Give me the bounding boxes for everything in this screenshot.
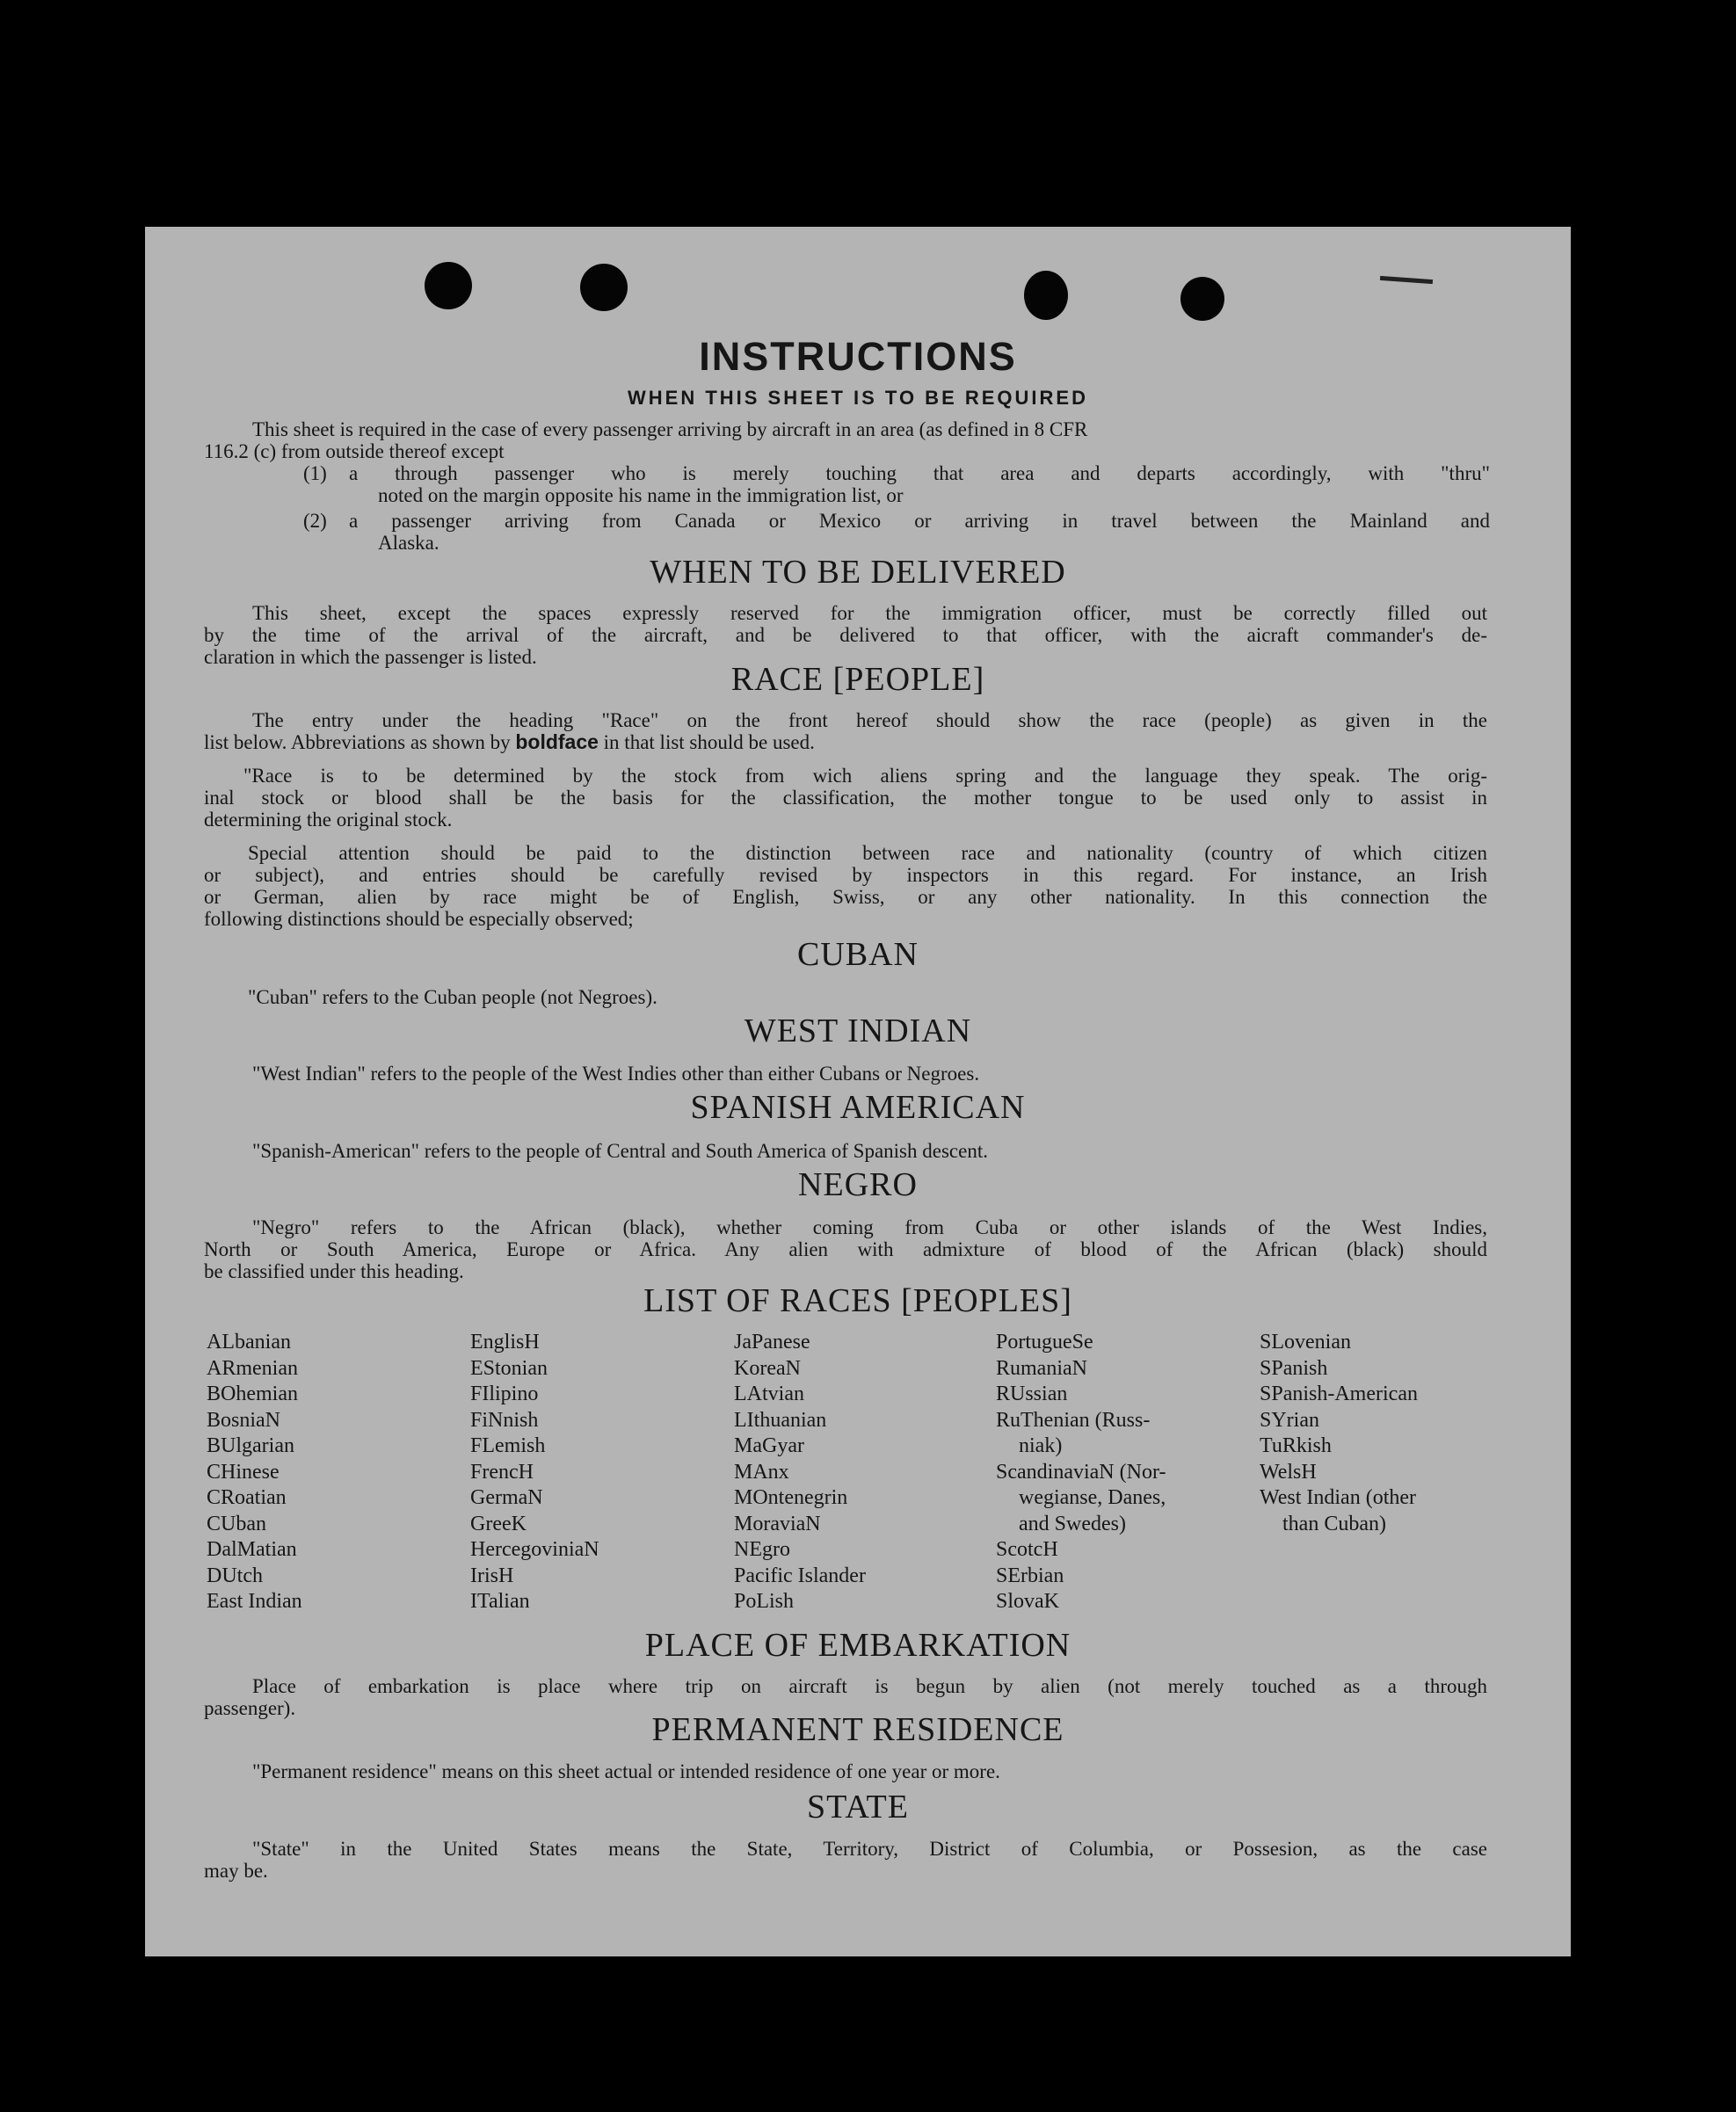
race-list-item: BosniaN	[207, 1408, 280, 1432]
paragraph-line: "Race is to be determined by the stock from wich aliens spring and the language they speak. The orig-	[243, 765, 1487, 787]
item-line: a through passenger who is merely touching that area and departs accordingly, with "thru"	[349, 462, 1490, 484]
paragraph-line: The entry under the heading "Race" on the front hereof should show the race (people) as given in the	[252, 709, 1487, 731]
negro-paragraph	[204, 1216, 1487, 1282]
race-list-item: ALbanian	[207, 1331, 291, 1354]
race-list-column-5	[1260, 1330, 1418, 1537]
race-paragraph-2	[204, 765, 1487, 831]
section-heading-negro: NEGRO	[798, 1166, 918, 1203]
race-list-item: FIlipino	[470, 1383, 539, 1405]
race-list-item: PortugueSe	[996, 1331, 1093, 1354]
section-heading-race: RACE [PEOPLE]	[730, 661, 985, 698]
paragraph-line: "Spanish-American" refers to the people of Central and South America of Spanish descent.	[252, 1140, 988, 1162]
race-list-item: WelsH	[1260, 1460, 1317, 1484]
paragraph-line: determining the original stock.	[204, 809, 453, 831]
race-list-item: DUtch	[207, 1564, 263, 1587]
section-heading-embarkation: PLACE OF EMBARKATION	[644, 1627, 1071, 1664]
section-heading-residence: PERMANENT RESIDENCE	[651, 1711, 1064, 1748]
section-heading-west-indian: WEST INDIAN	[744, 1012, 972, 1049]
race-list-item: West Indian (other	[1260, 1486, 1417, 1509]
race-list-item: ITalian	[470, 1590, 530, 1613]
paragraph-line: Place of embarkation is place where trip on aircraft is begun by alien (not merely touched as a through	[252, 1675, 1487, 1697]
intro-line: This sheet is required in the case of every passenger arriving by aircraft in an area (as defined in 8 CFR	[252, 418, 1088, 440]
race-list-item: niak)	[1019, 1434, 1063, 1457]
race-list-item: BOhemian	[207, 1383, 298, 1405]
race-list-column-3	[734, 1330, 866, 1615]
state-paragraph	[204, 1838, 1487, 1882]
race-list-item: NEgro	[734, 1538, 790, 1561]
race-list-item: DalMatian	[207, 1538, 297, 1561]
race-list-column-4	[996, 1330, 1166, 1615]
paragraph-line: may be.	[204, 1860, 268, 1882]
paragraph-line: "Cuban" refers to the Cuban people (not Negroes).	[248, 986, 657, 1008]
item-line: noted on the margin opposite his name in the immigration list, or	[378, 484, 904, 506]
race-list-item: than Cuban)	[1282, 1512, 1386, 1535]
item-line: Alaska.	[378, 532, 439, 554]
race-list-item: RUssian	[996, 1383, 1068, 1405]
residence-paragraph	[204, 1760, 1487, 1782]
delivered-paragraph	[204, 602, 1487, 668]
race-paragraph-3	[204, 842, 1487, 930]
paragraph-line: or German, alien by race might be of English, Swiss, or any other nationality. In this connection the	[204, 886, 1487, 908]
race-list-item: CRoatian	[207, 1486, 287, 1509]
paragraph-line: following distinctions should be especially observed;	[204, 908, 634, 930]
race-list-item: wegianse, Danes,	[1019, 1486, 1166, 1509]
paragraph-line: "Negro" refers to the African (black), whether coming from Cuba or other islands of the West Indies,	[252, 1216, 1487, 1238]
race-list-item: HercegoviniaN	[470, 1538, 599, 1561]
race-list-item: Pacific Islander	[734, 1564, 866, 1587]
paragraph-line: be classified under this heading.	[204, 1260, 464, 1282]
paragraph-line	[204, 731, 1487, 753]
section-heading-delivered: WHEN TO BE DELIVERED	[650, 554, 1066, 591]
exception-item-1	[303, 462, 1490, 506]
race-list-item: CUban	[207, 1512, 266, 1535]
race-list-item: and Swedes)	[1019, 1512, 1126, 1535]
paragraph-line: Special attention should be paid to the distinction between race and nationality (country of which citizen	[248, 842, 1487, 864]
race-list-item: PoLish	[734, 1590, 795, 1613]
race-paragraph-1	[204, 709, 1487, 753]
race-list-item: SErbian	[996, 1564, 1064, 1587]
paragraph-line: This sheet, except the spaces expressly reserved for the immigration officer, must be correctly filled out	[252, 602, 1487, 624]
race-list-item: FLemish	[470, 1434, 546, 1457]
race-list-item: FiNnish	[470, 1408, 539, 1432]
text-span: list below. Abbreviations as shown by	[204, 731, 511, 753]
paragraph-line: inal stock or blood shall be the basis for the classification, the mother tongue to be used only to assist in	[204, 787, 1487, 809]
page-subtitle: WHEN THIS SHEET IS TO BE REQUIRED	[628, 387, 1088, 409]
page-title: INSTRUCTIONS	[699, 334, 1017, 379]
race-list-item: MOntenegrin	[734, 1486, 848, 1509]
paragraph-line: or subject), and entries should be carefully revised by inspectors in this regard. For instance, an Irish	[204, 864, 1487, 886]
punch-hole	[580, 264, 628, 311]
punch-hole	[1180, 277, 1224, 321]
race-list-item: IrisH	[470, 1564, 514, 1587]
race-list-item: CHinese	[207, 1460, 280, 1484]
paragraph-line: "State" in the United States means the State, Territory, District of Columbia, or Possesion, as the case	[252, 1838, 1487, 1860]
race-list-column-1	[207, 1330, 302, 1615]
punch-hole	[425, 262, 472, 309]
race-list-item: TuRkish	[1260, 1434, 1332, 1457]
intro-line: 116.2 (c) from outside thereof except	[204, 440, 505, 462]
race-list-item: LIthuanian	[734, 1408, 827, 1432]
text-span: in that list should be used.	[603, 731, 815, 753]
race-list-item: KoreaN	[734, 1356, 801, 1380]
race-list-item: LAtvian	[734, 1383, 804, 1405]
race-list-item: ScandinaviaN (Nor-	[996, 1460, 1166, 1484]
paragraph-line: "West Indian" refers to the people of the West Indies other than either Cubans or Negroes.	[252, 1063, 980, 1085]
section-heading-list: LIST OF RACES [PEOPLES]	[643, 1282, 1072, 1319]
race-list-item: JaPanese	[734, 1331, 810, 1354]
race-list-item: ARmenian	[207, 1356, 298, 1380]
race-list-item: GreeK	[470, 1512, 527, 1535]
paragraph-line: passenger).	[204, 1697, 296, 1719]
section-heading-cuban: CUBAN	[796, 936, 919, 973]
intro-paragraph	[204, 418, 1487, 462]
race-list-item: RumaniaN	[996, 1356, 1087, 1380]
race-list-item: SPanish	[1260, 1356, 1328, 1380]
exception-item-2	[303, 510, 1490, 554]
item-number: (1)	[303, 462, 327, 484]
section-heading-state: STATE	[807, 1789, 909, 1825]
race-list-item: RuThenian (Russ-	[996, 1408, 1151, 1432]
race-list-item: MaGyar	[734, 1434, 804, 1457]
section-heading-spanish-american: SPANISH AMERICAN	[690, 1089, 1026, 1126]
item-line: a passenger arriving from Canada or Mexico or arriving in travel between the Mainland and	[349, 510, 1490, 532]
race-list-item: EnglisH	[470, 1331, 540, 1354]
paragraph-line: "Permanent residence" means on this sheet actual or intended residence of one year or more.	[252, 1760, 1000, 1782]
race-list-item: SYrian	[1260, 1408, 1319, 1432]
staple-mark	[1380, 276, 1433, 284]
race-list-item: EStonian	[470, 1356, 548, 1380]
west-indian-paragraph	[204, 1063, 1487, 1085]
race-list-column-2	[470, 1330, 599, 1615]
paragraph-line: claration in which the passenger is listed.	[204, 646, 537, 668]
race-list-item: SPanish-American	[1260, 1383, 1418, 1405]
race-list-item: ScotcH	[996, 1538, 1058, 1561]
item-number: (2)	[303, 510, 327, 532]
race-list-item: MoraviaN	[734, 1512, 821, 1535]
cuban-paragraph	[204, 986, 1487, 1008]
race-list-item: FrencH	[470, 1460, 534, 1484]
race-list-item: BUlgarian	[207, 1434, 294, 1457]
punch-hole	[1024, 271, 1068, 320]
boldface-word: boldface	[515, 730, 599, 753]
race-list-item: East Indian	[207, 1590, 302, 1613]
document-sheet	[145, 227, 1571, 1956]
spanish-american-paragraph	[204, 1140, 1487, 1162]
paragraph-line: by the time of the arrival of the aircraft, and be delivered to that officer, with the aicraft commander's de-	[204, 624, 1487, 646]
race-list-item: MAnx	[734, 1460, 789, 1484]
paragraph-line: North or South America, Europe or Africa. Any alien with admixture of blood of the African (black) should	[204, 1238, 1487, 1260]
race-list-item: SLovenian	[1260, 1331, 1351, 1354]
race-list-item: SlovaK	[996, 1590, 1059, 1613]
race-list-item: GermaN	[470, 1486, 543, 1509]
